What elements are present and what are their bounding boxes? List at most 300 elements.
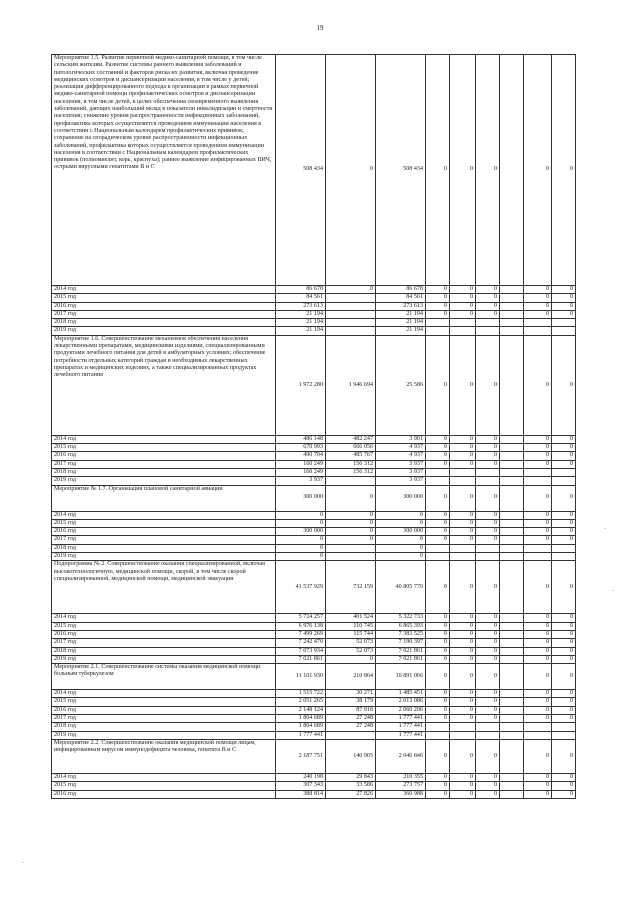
amount-cell: 156 312 <box>326 468 376 476</box>
year-label: 2015 год <box>52 519 276 527</box>
amount-cell: 0 <box>326 511 376 519</box>
amount-cell: 0 <box>524 690 552 698</box>
year-row <box>52 773 576 781</box>
amount-cell: 485 767 <box>326 452 376 460</box>
amount-cell <box>500 706 524 714</box>
amount-cell: 1 777 441 <box>376 731 426 739</box>
amount-cell: 0 <box>552 639 576 647</box>
amount-cell <box>450 477 476 485</box>
amount-cell <box>500 327 524 335</box>
amount-cell <box>524 477 552 485</box>
year-row <box>52 690 576 698</box>
year-label: 2018 год <box>52 544 276 552</box>
year-label: 2019 год <box>52 477 276 485</box>
year-label: 2014 год <box>52 690 276 698</box>
amount-cell <box>326 319 376 327</box>
amount-cell: 1 777 441 <box>376 723 426 731</box>
amount-cell <box>450 319 476 327</box>
amount-cell: 0 <box>276 553 326 561</box>
measure-row <box>52 55 576 286</box>
amount-cell: 0 <box>552 519 576 527</box>
amount-cell: 0 <box>426 294 450 302</box>
amount-cell: 110 745 <box>326 622 376 630</box>
amount-cell: 0 <box>476 302 500 310</box>
amount-cell: 0 <box>552 528 576 536</box>
amount-cell <box>500 647 524 655</box>
amount-cell: 0 <box>450 715 476 723</box>
amount-cell: 0 <box>450 294 476 302</box>
funding-table <box>51 54 576 799</box>
amount-cell: 0 <box>476 435 500 443</box>
amount-cell <box>500 790 524 798</box>
amount-cell <box>552 553 576 561</box>
amount-cell: 1 777 441 <box>276 731 326 739</box>
amount-cell: 0 <box>552 485 576 511</box>
amount-cell: 0 <box>326 655 376 663</box>
amount-cell <box>500 335 524 435</box>
amount-cell: 0 <box>426 561 450 614</box>
amount-cell: 29 843 <box>326 773 376 781</box>
amount-cell: 0 <box>552 630 576 638</box>
amount-cell: 3 937 <box>376 468 426 476</box>
amount-cell: 0 <box>376 519 426 527</box>
year-label: 2019 год <box>52 731 276 739</box>
amount-cell: 0 <box>552 444 576 452</box>
amount-cell <box>500 782 524 790</box>
amount-cell <box>326 294 376 302</box>
amount-cell: 1 804 689 <box>276 715 326 723</box>
amount-cell: 7 242 470 <box>276 639 326 647</box>
amount-cell <box>524 319 552 327</box>
year-row <box>52 553 576 561</box>
amount-cell: 0 <box>476 622 500 630</box>
amount-cell: 0 <box>376 536 426 544</box>
amount-cell: 2 013 086 <box>376 698 426 706</box>
amount-cell: 0 <box>376 511 426 519</box>
amount-cell: 0 <box>476 528 500 536</box>
amount-cell: 0 <box>552 335 576 435</box>
amount-cell <box>552 723 576 731</box>
amount-cell: 160 249 <box>276 468 326 476</box>
amount-cell: 273 613 <box>276 302 326 310</box>
amount-cell: 0 <box>552 782 576 790</box>
amount-cell <box>450 327 476 335</box>
amount-cell: 27 248 <box>326 723 376 731</box>
amount-cell <box>500 739 524 773</box>
amount-cell: 0 <box>476 452 500 460</box>
amount-cell: 0 <box>524 294 552 302</box>
amount-cell: 0 <box>524 790 552 798</box>
amount-cell <box>500 435 524 443</box>
amount-cell: 0 <box>476 614 500 622</box>
amount-cell: 10 891 066 <box>376 664 426 690</box>
amount-cell: 0 <box>524 655 552 663</box>
amount-cell: 0 <box>326 55 376 286</box>
amount-cell: 508 434 <box>276 55 326 286</box>
amount-cell: 0 <box>426 511 450 519</box>
year-row <box>52 519 576 527</box>
amount-cell <box>500 690 524 698</box>
amount-cell <box>500 468 524 476</box>
year-label: 2016 год <box>52 790 276 798</box>
amount-cell <box>426 477 450 485</box>
amount-cell: 0 <box>450 310 476 318</box>
amount-cell: 7 073 934 <box>276 647 326 655</box>
amount-cell <box>426 327 450 335</box>
measure-row <box>52 335 576 435</box>
amount-cell: 0 <box>476 444 500 452</box>
year-label: 2014 год <box>52 614 276 622</box>
amount-cell: 0 <box>376 544 426 552</box>
amount-cell <box>476 477 500 485</box>
amount-cell: 0 <box>450 452 476 460</box>
amount-cell: 0 <box>524 715 552 723</box>
year-label: 2014 год <box>52 435 276 443</box>
amount-cell: 0 <box>276 519 326 527</box>
year-label: 2015 год <box>52 782 276 790</box>
amount-cell: 0 <box>552 452 576 460</box>
scan-speck: . <box>604 523 606 531</box>
amount-cell <box>524 553 552 561</box>
amount-cell: 27 826 <box>326 790 376 798</box>
amount-cell <box>500 773 524 781</box>
amount-cell <box>552 327 576 335</box>
amount-cell: 0 <box>326 519 376 527</box>
amount-cell: 0 <box>524 739 552 773</box>
amount-cell: 0 <box>326 536 376 544</box>
amount-cell <box>500 614 524 622</box>
amount-cell: 21 194 <box>276 310 326 318</box>
amount-cell: 21 194 <box>276 327 326 335</box>
amount-cell: 0 <box>450 511 476 519</box>
amount-cell: 0 <box>450 335 476 435</box>
amount-cell: 273 757 <box>376 782 426 790</box>
year-row <box>52 706 576 714</box>
amount-cell <box>500 639 524 647</box>
year-row <box>52 468 576 476</box>
amount-cell: 0 <box>476 294 500 302</box>
amount-cell: 0 <box>450 622 476 630</box>
amount-cell <box>500 731 524 739</box>
amount-cell: 486 148 <box>276 435 326 443</box>
amount-cell: 0 <box>476 790 500 798</box>
year-label: 2016 год <box>52 528 276 536</box>
amount-cell <box>500 723 524 731</box>
year-label: 2014 год <box>52 286 276 294</box>
amount-cell: 84 561 <box>276 294 326 302</box>
year-row <box>52 528 576 536</box>
amount-cell: 25 586 <box>376 335 426 435</box>
amount-cell: 0 <box>426 452 450 460</box>
amount-cell: 0 <box>276 544 326 552</box>
measure-row <box>52 485 576 511</box>
amount-cell: 0 <box>552 655 576 663</box>
amount-cell <box>426 723 450 731</box>
amount-cell <box>552 731 576 739</box>
amount-cell: 0 <box>476 286 500 294</box>
amount-cell <box>500 553 524 561</box>
year-row <box>52 544 576 552</box>
amount-cell: 86 678 <box>376 286 426 294</box>
measure-title: Мероприятие 1.5. Развитие первичной медико-санитарной помощи, в том числе сельским жителям. Развитие системы раннего выявления заболеваний и патологических состояний и факторов риска их развития, включая проведение медицинских осмотров и диспансеризации населения, в том числе у детей; реализация дифференцированного подхода к организации в рамках первичной медико-санитарной помощи профилактических осмотров и диспансеризации населения, в том числе детей, в целях обеспечения своевременного выявления заболеваний, дающих наибольший вклад в показатели инвалидизации и смертности населения; снижение уровня распространенности инфекционных заболеваний, профилактика которых осуществляется проведением иммунизации населения в соответствии с Национальным календарем профилактических прививок; сохранение на спорадическом уровне распространенности инфекционных заболеваний, профилактика которых осуществляется проведением иммунизации населения в соответствии с Национальным календарем профилактических прививок (полиомиелит, корь, краснуха); раннее выявление инфицированных ВИЧ, острыми вирусными гепатитами В и С <box>52 55 276 286</box>
amount-cell: 0 <box>552 706 576 714</box>
amount-cell: 0 <box>524 460 552 468</box>
amount-cell <box>552 319 576 327</box>
amount-cell <box>500 528 524 536</box>
amount-cell: 0 <box>450 706 476 714</box>
year-row <box>52 782 576 790</box>
amount-cell: 5 724 257 <box>276 614 326 622</box>
amount-cell <box>450 468 476 476</box>
year-label: 2017 год <box>52 460 276 468</box>
year-label: 2014 год <box>52 773 276 781</box>
amount-cell: 388 814 <box>276 790 326 798</box>
amount-cell <box>450 723 476 731</box>
amount-cell: 0 <box>426 706 450 714</box>
amount-cell <box>426 731 450 739</box>
amount-cell <box>500 310 524 318</box>
year-row <box>52 444 576 452</box>
year-row <box>52 302 576 310</box>
amount-cell <box>476 319 500 327</box>
amount-cell: 115 744 <box>326 630 376 638</box>
amount-cell: 0 <box>476 715 500 723</box>
amount-cell: 0 <box>476 782 500 790</box>
amount-cell: 273 613 <box>376 302 426 310</box>
year-row <box>52 723 576 731</box>
amount-cell: 0 <box>426 639 450 647</box>
amount-cell: 0 <box>476 690 500 698</box>
amount-cell: 0 <box>524 614 552 622</box>
amount-cell: 0 <box>476 698 500 706</box>
amount-cell: 0 <box>326 286 376 294</box>
amount-cell <box>524 723 552 731</box>
year-row <box>52 639 576 647</box>
amount-cell <box>500 655 524 663</box>
amount-cell <box>500 319 524 327</box>
year-row <box>52 286 576 294</box>
amount-cell <box>426 544 450 552</box>
amount-cell: 33 586 <box>326 782 376 790</box>
amount-cell: 307 343 <box>276 782 326 790</box>
amount-cell: 1 777 441 <box>376 715 426 723</box>
amount-cell: 0 <box>552 536 576 544</box>
amount-cell <box>476 723 500 731</box>
amount-cell: 401 524 <box>326 614 376 622</box>
amount-cell: 0 <box>450 528 476 536</box>
amount-cell: 0 <box>524 698 552 706</box>
amount-cell <box>500 55 524 286</box>
amount-cell <box>500 294 524 302</box>
amount-cell <box>426 553 450 561</box>
amount-cell: 0 <box>524 639 552 647</box>
amount-cell: 0 <box>524 335 552 435</box>
amount-cell: 0 <box>476 536 500 544</box>
amount-cell: 0 <box>276 536 326 544</box>
amount-cell: 0 <box>426 690 450 698</box>
amount-cell: 0 <box>450 435 476 443</box>
amount-cell: 0 <box>426 773 450 781</box>
year-row <box>52 310 576 318</box>
year-label: 2019 год <box>52 327 276 335</box>
amount-cell: 0 <box>476 647 500 655</box>
amount-cell: 0 <box>450 485 476 511</box>
amount-cell <box>500 286 524 294</box>
amount-cell: 0 <box>524 773 552 781</box>
amount-cell <box>476 553 500 561</box>
amount-cell: 0 <box>450 782 476 790</box>
year-label: 2015 год <box>52 622 276 630</box>
amount-cell: 300 000 <box>376 528 426 536</box>
amount-cell: 6 865 393 <box>376 622 426 630</box>
amount-cell <box>500 622 524 630</box>
amount-cell: 0 <box>552 622 576 630</box>
amount-cell: 0 <box>450 739 476 773</box>
amount-cell: 0 <box>552 739 576 773</box>
amount-cell: 7 021 861 <box>376 647 426 655</box>
amount-cell: 0 <box>426 485 450 511</box>
year-label: 2019 год <box>52 655 276 663</box>
amount-cell: 3 901 <box>376 435 426 443</box>
amount-cell: 0 <box>450 536 476 544</box>
amount-cell: 52 073 <box>326 647 376 655</box>
amount-cell <box>524 468 552 476</box>
amount-cell: 0 <box>476 519 500 527</box>
amount-cell <box>450 544 476 552</box>
amount-cell: 2 051 265 <box>276 698 326 706</box>
year-row <box>52 435 576 443</box>
amount-cell: 0 <box>326 528 376 536</box>
amount-cell: 300 000 <box>376 485 426 511</box>
amount-cell: 0 <box>524 55 552 286</box>
amount-cell: 5 322 733 <box>376 614 426 622</box>
year-label: 2018 год <box>52 468 276 476</box>
amount-cell: 0 <box>426 444 450 452</box>
amount-cell: 0 <box>450 655 476 663</box>
amount-cell <box>450 553 476 561</box>
amount-cell <box>426 319 450 327</box>
measure-title: Подпрограмма № 2. Совершенствование оказания специализированной, включая высокотехнологичную, медицинской помощи, скорой, в том числе скорой специализированной, медицинской помощи, медицинской эвакуации <box>52 561 276 614</box>
amount-cell: 0 <box>524 519 552 527</box>
amount-cell: 86 678 <box>276 286 326 294</box>
amount-cell: 156 312 <box>326 460 376 468</box>
amount-cell: 0 <box>476 630 500 638</box>
amount-cell: 0 <box>552 460 576 468</box>
year-label: 2018 год <box>52 723 276 731</box>
amount-cell: 41 537 929 <box>276 561 326 614</box>
year-label: 2017 год <box>52 310 276 318</box>
amount-cell: 1 946 694 <box>326 335 376 435</box>
amount-cell: 0 <box>450 519 476 527</box>
amount-cell: 210 355 <box>376 773 426 781</box>
amount-cell: 38 179 <box>326 698 376 706</box>
year-row <box>52 294 576 302</box>
amount-cell: 300 000 <box>276 528 326 536</box>
amount-cell: 21 194 <box>376 310 426 318</box>
amount-cell: 240 198 <box>276 773 326 781</box>
amount-cell: 0 <box>552 435 576 443</box>
amount-cell: 0 <box>450 444 476 452</box>
year-row <box>52 536 576 544</box>
year-label: 2016 год <box>52 630 276 638</box>
amount-cell: 0 <box>450 647 476 655</box>
year-row <box>52 511 576 519</box>
amount-cell: 6 976 138 <box>276 622 326 630</box>
amount-cell: 0 <box>450 639 476 647</box>
amount-cell: 0 <box>524 706 552 714</box>
measure-row <box>52 664 576 690</box>
year-row <box>52 655 576 663</box>
amount-cell <box>500 715 524 723</box>
measure-row <box>52 561 576 614</box>
year-label: 2015 год <box>52 698 276 706</box>
amount-cell: 1 972 280 <box>276 335 326 435</box>
year-row <box>52 614 576 622</box>
amount-cell: 84 561 <box>376 294 426 302</box>
amount-cell: 87 918 <box>326 706 376 714</box>
amount-cell: 0 <box>276 511 326 519</box>
amount-cell <box>476 327 500 335</box>
amount-cell <box>326 327 376 335</box>
amount-cell: 0 <box>552 790 576 798</box>
amount-cell: 3 937 <box>376 460 426 468</box>
measure-title: Мероприятие 1.6. Совершенствование механизмов обеспечения населения лекарственными препаратами, медицинскими изделиями, специализированными продуктами лечебного питания для детей в амбулаторных условиях; обеспечение потребности отдельных категорий граждан в необходимых лекарственных препаратах и медицинских изделиях, а также специализированных продуктах лечебного питания <box>52 335 276 435</box>
amount-cell: 21 194 <box>376 319 426 327</box>
amount-cell: 0 <box>524 528 552 536</box>
amount-cell: 0 <box>524 444 552 452</box>
amount-cell: 0 <box>476 55 500 286</box>
amount-cell: 0 <box>376 553 426 561</box>
amount-cell: 0 <box>524 630 552 638</box>
amount-cell: 1 515 722 <box>276 690 326 698</box>
amount-cell: 0 <box>524 664 552 690</box>
amount-cell <box>500 536 524 544</box>
amount-cell: 0 <box>524 622 552 630</box>
amount-cell: 30 271 <box>326 690 376 698</box>
year-row <box>52 460 576 468</box>
amount-cell: 160 249 <box>276 460 326 468</box>
amount-cell: 0 <box>476 310 500 318</box>
amount-cell: 7 383 525 <box>376 630 426 638</box>
amount-cell: 140 905 <box>326 739 376 773</box>
year-label: 2017 год <box>52 639 276 647</box>
amount-cell: 0 <box>426 55 450 286</box>
amount-cell <box>450 731 476 739</box>
amount-cell: 0 <box>524 310 552 318</box>
amount-cell: 210 864 <box>326 664 376 690</box>
amount-cell: 0 <box>476 773 500 781</box>
amount-cell <box>326 553 376 561</box>
amount-cell: 0 <box>426 519 450 527</box>
amount-cell: 40 805 770 <box>376 561 426 614</box>
amount-cell: 0 <box>426 528 450 536</box>
amount-cell: 0 <box>476 485 500 511</box>
amount-cell: 2 148 124 <box>276 706 326 714</box>
amount-cell: 7 021 861 <box>276 655 326 663</box>
amount-cell <box>552 468 576 476</box>
amount-cell: 1 804 689 <box>276 723 326 731</box>
amount-cell: 3 937 <box>376 477 426 485</box>
year-label: 2016 год <box>52 706 276 714</box>
amount-cell <box>500 664 524 690</box>
amount-cell: 0 <box>552 715 576 723</box>
year-label: 2018 год <box>52 319 276 327</box>
amount-cell: 0 <box>426 664 450 690</box>
amount-cell: 490 704 <box>276 452 326 460</box>
amount-cell <box>326 544 376 552</box>
scan-speck: . <box>22 857 24 865</box>
amount-cell: 52 073 <box>326 639 376 647</box>
